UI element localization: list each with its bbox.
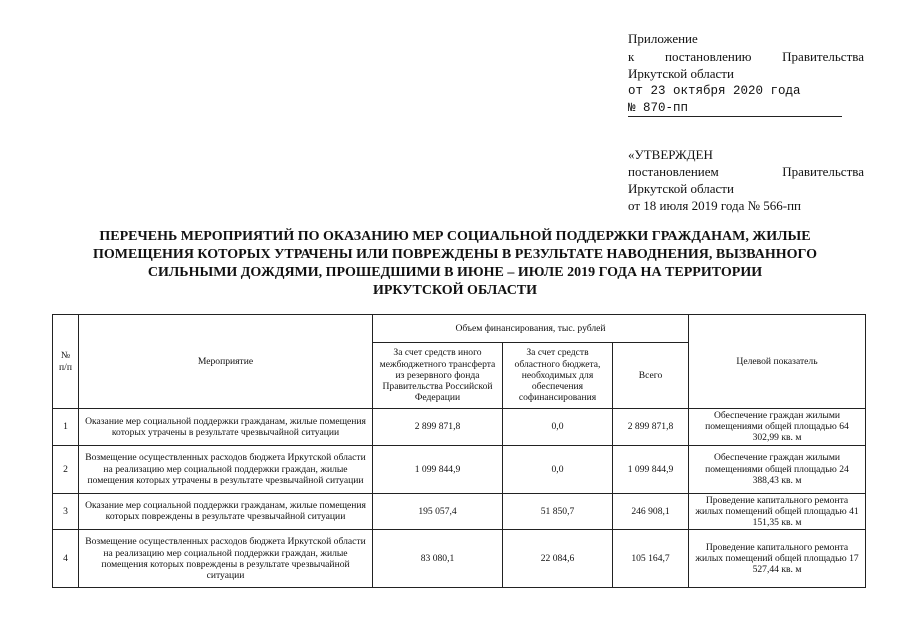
row-target: Проведение капитального ремонта жилых помещений общей площадью 41 151,35 кв. м	[689, 493, 866, 530]
row-reserve: 195 057,4	[373, 493, 503, 530]
row-reserve: 83 080,1	[373, 530, 503, 588]
row-measure: Возмещение осуществленных расходов бюджета Иркутской области на реализацию мер социальной поддержки граждан, жилые помещения которых повреждены в результате чрезвычайной ситуации	[79, 530, 373, 588]
header-funding: Объем финансирования, тыс. рублей	[373, 315, 689, 343]
header-target: Целевой показатель	[689, 315, 866, 409]
appendix-heading: Приложение	[628, 31, 698, 46]
row-measure: Возмещение осуществленных расходов бюджета Иркутской области на реализацию мер социальной поддержки граждан, жилые помещения которых утрачены в результате чрезвычайной ситуации	[79, 445, 373, 493]
title-line-2: ПОМЕЩЕНИЯ КОТОРЫХ УТРАЧЕНЫ ИЛИ ПОВРЕЖДЕНЫ В РЕЗУЛЬТАТЕ НАВОДНЕНИЯ, ВЫЗВАННОГО	[93, 247, 817, 262]
row-regional: 0,0	[503, 409, 613, 446]
row-regional: 22 084,6	[503, 530, 613, 588]
row-total: 246 908,1	[613, 493, 689, 530]
approved-date: от 18 июля 2019 года № 566-пп	[628, 198, 801, 213]
row-reserve: 2 899 871,8	[373, 409, 503, 446]
header-regional: За счет средств областного бюджета, необходимых для обеспечения софинансирования	[503, 343, 613, 409]
appendix-ref-government: Правительства	[782, 48, 864, 64]
row-target: Обеспечение граждан жилыми помещениями общей площадью 24 388,43 кв. м	[689, 445, 866, 493]
row-total: 1 099 844,9	[613, 445, 689, 493]
header-total: Всего	[613, 343, 689, 409]
table-row	[53, 409, 866, 446]
appendix-ref-k: к	[628, 48, 635, 64]
title-line-3: СИЛЬНЫМИ ДОЖДЯМИ, ПРОШЕДШИМИ В ИЮНЕ – ИЮЛЕ 2019 ГОДА НА ТЕРРИТОРИИ	[147, 265, 763, 280]
table-row	[53, 445, 866, 493]
table-header-row	[53, 315, 866, 343]
row-num: 2	[53, 445, 79, 493]
row-total: 2 899 871,8	[613, 409, 689, 446]
appendix-number: № 870-пп	[628, 101, 842, 117]
row-reserve: 1 099 844,9	[373, 445, 503, 493]
appendix-block	[628, 30, 864, 118]
row-num: 4	[53, 530, 79, 588]
appendix-region: Иркутской области	[628, 66, 734, 81]
appendix-date: от 23 октября 2020 года	[628, 83, 801, 98]
row-regional: 0,0	[503, 445, 613, 493]
title-line-4: ИРКУТСКОЙ ОБЛАСТИ	[372, 283, 538, 298]
row-measure: Оказание мер социальной поддержки гражданам, жилые помещения которых повреждены в результате чрезвычайной ситуации	[79, 493, 373, 530]
measures-table	[52, 314, 866, 588]
table-row	[53, 493, 866, 530]
row-num: 1	[53, 409, 79, 446]
approved-by-resolution: постановлением	[628, 164, 719, 179]
row-measure: Оказание мер социальной поддержки гражданам, жилые помещения которых утрачены в результате чрезвычайной ситуации	[79, 409, 373, 446]
document-title	[40, 228, 870, 300]
appendix-ref-resolution: постановлению	[665, 48, 752, 64]
header-reserve: За счет средств иного межбюджетного трансферта из резервного фонда Правительства Российской Федерации	[373, 343, 503, 409]
approved-by-government: Правительства	[782, 164, 864, 179]
header-measure: Мероприятие	[79, 315, 373, 409]
table-row	[53, 530, 866, 588]
row-num: 3	[53, 493, 79, 530]
approved-region: Иркутской области	[628, 181, 734, 196]
row-regional: 51 850,7	[503, 493, 613, 530]
row-target: Проведение капитального ремонта жилых помещений общей площадью 17 527,44 кв. м	[689, 530, 866, 588]
approved-block	[628, 146, 864, 214]
title-line-1: ПЕРЕЧЕНЬ МЕРОПРИЯТИЙ ПО ОКАЗАНИЮ МЕР СОЦИАЛЬНОЙ ПОДДЕРЖКИ ГРАЖДАНАМ, ЖИЛЫЕ	[99, 229, 811, 244]
header-num: № п/п	[53, 315, 79, 409]
appendix-ref-line	[628, 48, 864, 66]
row-total: 105 164,7	[613, 530, 689, 588]
approved-heading: «УТВЕРЖДЕН	[628, 147, 713, 162]
row-target: Обеспечение граждан жилыми помещениями общей площадью 64 302,99 кв. м	[689, 409, 866, 446]
approved-by-line	[628, 163, 864, 180]
